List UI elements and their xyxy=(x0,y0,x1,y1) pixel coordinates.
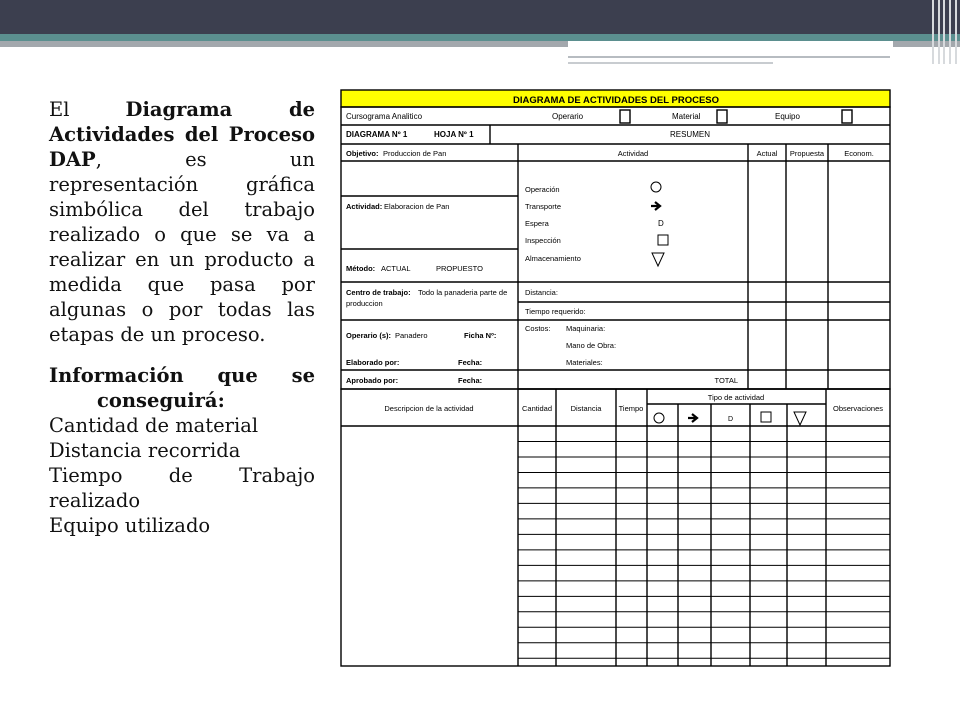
observ-col: Observaciones xyxy=(832,404,884,413)
propuesta-col: Propuesta xyxy=(789,149,825,158)
info-item-equipment: Equipo utilizado xyxy=(49,514,211,537)
activity-operacion: Operación xyxy=(525,185,560,194)
diagrama-label: DIAGRAMA Nº 1 xyxy=(346,130,408,139)
equipo-label: Equipo xyxy=(775,112,800,121)
resumen-label: RESUMEN xyxy=(669,130,711,139)
metodo-actual: ACTUAL xyxy=(381,264,411,273)
info-heading-line2: conseguirá: xyxy=(97,389,225,412)
decor-line xyxy=(568,56,890,58)
top-band-teal xyxy=(0,34,960,41)
materiales-label: Materiales: xyxy=(566,358,603,367)
objetivo-label: Objetivo: xyxy=(346,149,379,158)
corner-decoration xyxy=(930,0,960,64)
distancia-col: Distancia xyxy=(570,404,602,413)
aprobado-fecha: Fecha: xyxy=(458,376,483,385)
intro-term: Diagrama de Actividades del Proceso DAP xyxy=(49,98,315,171)
mano-obra-label: Mano de Obra: xyxy=(566,341,617,350)
metodo-label: Método: xyxy=(346,264,376,273)
operario-s-value: Panadero xyxy=(395,331,428,340)
elaborado-label: Elaborado por: xyxy=(346,358,400,367)
material-label: Material xyxy=(672,112,701,121)
costos-label: Costos: xyxy=(525,324,551,333)
info-item-time: Tiempo de Trabajo xyxy=(49,464,315,487)
activity-espera: Espera xyxy=(525,219,549,228)
elaborado-fecha: Fecha: xyxy=(458,358,483,367)
centro-value-2: produccion xyxy=(346,299,383,308)
info-item-distance: Distancia recorrida xyxy=(49,439,241,462)
tiempo-col: Tiempo xyxy=(618,404,644,413)
espera-symbol: D xyxy=(658,219,664,228)
actividad-col: Actividad xyxy=(617,149,649,158)
cantidad-col: Cantidad xyxy=(521,404,553,413)
intro-prefix: El xyxy=(49,98,70,121)
centro-label: Centro de trabajo: xyxy=(346,288,411,297)
cursograma-label: Cursograma Analitico xyxy=(346,112,423,121)
form-title: DIAGRAMA DE ACTIVIDADES DEL PROCESO xyxy=(512,95,720,106)
info-heading-line1: Información que se xyxy=(49,364,315,387)
activity-inspeccion: Inspección xyxy=(525,236,561,245)
dap-form xyxy=(338,83,904,670)
activity-transporte: Transporte xyxy=(525,202,561,211)
actividad-value: Elaboracion de Pan xyxy=(384,202,450,211)
metodo-propuesto: PROPUESTO xyxy=(436,264,483,273)
distancia-label: Distancia: xyxy=(525,288,558,297)
activity-almacenamiento: Almacenamiento xyxy=(525,254,581,263)
actual-col: Actual xyxy=(756,149,778,158)
intro-body: , es un representación gráfica simbólica del trabajo realizado o que se va a realizar en un producto a medida que pasa por algunas o por todas las etapas de un proceso. xyxy=(49,148,315,346)
total-label: TOTAL xyxy=(714,376,738,385)
ficha-label: Ficha Nº: xyxy=(464,331,497,340)
operario-s-label: Operario (s): xyxy=(346,331,392,340)
actividad-label: Actividad: xyxy=(346,202,383,211)
maquinaria-label: Maquinaria: xyxy=(566,324,606,333)
objetivo-value: Produccion de Pan xyxy=(383,149,447,158)
centro-value-1: Todo la panaderia parte de xyxy=(418,288,508,297)
econom-col: Econom. xyxy=(844,149,874,158)
type-espera-symbol: D xyxy=(728,416,734,423)
operario-label: Operario xyxy=(552,112,584,121)
top-band-gap xyxy=(568,41,893,51)
aprobado-label: Aprobado por: xyxy=(346,376,399,385)
intro-paragraph xyxy=(49,97,315,347)
hoja-label: HOJA Nº 1 xyxy=(434,130,474,139)
slide-text xyxy=(49,97,315,538)
decor-line-short xyxy=(568,62,773,64)
info-item-material: Cantidad de material xyxy=(49,414,259,437)
info-item-time-cont: realizado xyxy=(49,489,141,512)
tipo-col: Tipo de actividad xyxy=(707,393,765,402)
desc-col: Descripcion de la actividad xyxy=(384,404,474,413)
top-bar xyxy=(0,0,960,34)
tiempo-req-label: Tiempo requerido: xyxy=(525,307,586,316)
